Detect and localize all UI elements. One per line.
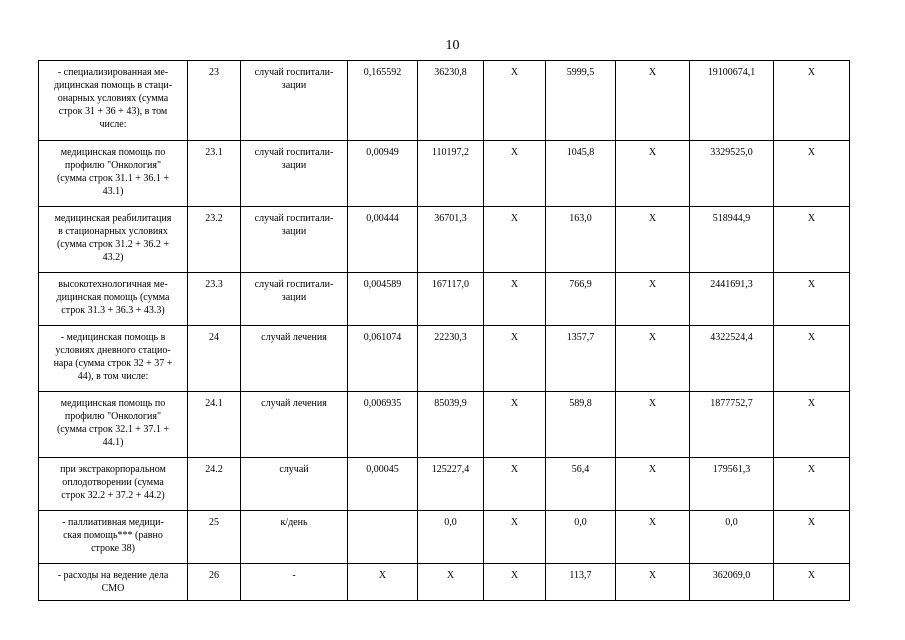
cell-col5: 36701,3 xyxy=(418,207,484,273)
table-row xyxy=(39,564,850,601)
cell-col10: Х xyxy=(774,207,850,273)
cell-col6: Х xyxy=(484,141,546,207)
table-row xyxy=(39,458,850,511)
cell-col6: Х xyxy=(484,458,546,511)
cell-col5: 0,0 xyxy=(418,511,484,564)
row-label: медицинская реабилитация в стационарных условиях (сумма строк 31.2 + 36.2 + 43.2) xyxy=(39,207,188,273)
cell-col8: Х xyxy=(616,511,690,564)
row-label: - паллиативная медици- ская помощь*** (равно строке 38) xyxy=(39,511,188,564)
row-unit: - xyxy=(241,564,348,601)
cell-col10: Х xyxy=(774,326,850,392)
cell-col8: Х xyxy=(616,273,690,326)
cell-col6: Х xyxy=(484,273,546,326)
row-code: 23 xyxy=(188,61,241,141)
cell-col9: 19100674,1 xyxy=(690,61,774,141)
row-label: высокотехнологичная ме- дицинская помощь (сумма строк 31.3 + 36.3 + 43.3) xyxy=(39,273,188,326)
cell-col8: Х xyxy=(616,326,690,392)
cell-col10: Х xyxy=(774,273,850,326)
cell-col10: Х xyxy=(774,458,850,511)
table-row xyxy=(39,392,850,458)
cell-col8: Х xyxy=(616,458,690,511)
cell-col10: Х xyxy=(774,61,850,141)
cell-col8: Х xyxy=(616,61,690,141)
cell-col7: 5999,5 xyxy=(546,61,616,141)
data-table xyxy=(38,60,850,601)
cell-col7: 589,8 xyxy=(546,392,616,458)
row-code: 23.3 xyxy=(188,273,241,326)
row-unit: случай xyxy=(241,458,348,511)
cell-col10: Х xyxy=(774,392,850,458)
cell-col4: 0,061074 xyxy=(348,326,418,392)
cell-col4: 0,00444 xyxy=(348,207,418,273)
cell-col8: Х xyxy=(616,564,690,601)
cell-col5: 36230,8 xyxy=(418,61,484,141)
cell-col4: 0,00949 xyxy=(348,141,418,207)
cell-col6: Х xyxy=(484,61,546,141)
cell-col5: 85039,9 xyxy=(418,392,484,458)
row-unit: случай госпитали- зации xyxy=(241,273,348,326)
cell-col7: 0,0 xyxy=(546,511,616,564)
cell-col5: 125227,4 xyxy=(418,458,484,511)
cell-col10: Х xyxy=(774,564,850,601)
cell-col6: Х xyxy=(484,392,546,458)
row-unit: случай лечения xyxy=(241,326,348,392)
row-unit: случай госпитали- зации xyxy=(241,141,348,207)
row-label: медицинская помощь по профилю "Онкология" (сумма строк 31.1 + 36.1 + 43.1) xyxy=(39,141,188,207)
cell-col4: 0,165592 xyxy=(348,61,418,141)
row-code: 26 xyxy=(188,564,241,601)
cell-col7: 56,4 xyxy=(546,458,616,511)
cell-col6: Х xyxy=(484,511,546,564)
table-row xyxy=(39,326,850,392)
table-row xyxy=(39,511,850,564)
cell-col9: 362069,0 xyxy=(690,564,774,601)
cell-col7: 1045,8 xyxy=(546,141,616,207)
row-code: 25 xyxy=(188,511,241,564)
row-code: 24 xyxy=(188,326,241,392)
table-row xyxy=(39,61,850,141)
cell-col8: Х xyxy=(616,141,690,207)
cell-col5: 22230,3 xyxy=(418,326,484,392)
table-row xyxy=(39,273,850,326)
row-code: 23.1 xyxy=(188,141,241,207)
row-code: 24.2 xyxy=(188,458,241,511)
cell-col7: 766,9 xyxy=(546,273,616,326)
row-code: 24.1 xyxy=(188,392,241,458)
cell-col4: Х xyxy=(348,564,418,601)
cell-col9: 3329525,0 xyxy=(690,141,774,207)
cell-col6: Х xyxy=(484,564,546,601)
cell-col4: 0,00045 xyxy=(348,458,418,511)
cell-col9: 1877752,7 xyxy=(690,392,774,458)
cell-col4: 0,004589 xyxy=(348,273,418,326)
cell-col9: 179561,3 xyxy=(690,458,774,511)
cell-col6: Х xyxy=(484,326,546,392)
cell-col4: 0,006935 xyxy=(348,392,418,458)
row-label: при экстракорпоральном оплодотворении (сумма строк 32.2 + 37.2 + 44.2) xyxy=(39,458,188,511)
cell-col9: 0,0 xyxy=(690,511,774,564)
cell-col8: Х xyxy=(616,207,690,273)
row-unit: случай лечения xyxy=(241,392,348,458)
row-unit: к/день xyxy=(241,511,348,564)
cell-col5: 110197,2 xyxy=(418,141,484,207)
row-label: медицинская помощь по профилю "Онкология" (сумма строк 32.1 + 37.1 + 44.1) xyxy=(39,392,188,458)
cell-col5: Х xyxy=(418,564,484,601)
cell-col7: 113,7 xyxy=(546,564,616,601)
cell-col10: Х xyxy=(774,141,850,207)
cell-col6: Х xyxy=(484,207,546,273)
table-row xyxy=(39,141,850,207)
row-unit: случай госпитали- зации xyxy=(241,207,348,273)
cell-col9: 4322524,4 xyxy=(690,326,774,392)
cell-col4 xyxy=(348,511,418,564)
table-row xyxy=(39,207,850,273)
row-label: - расходы на ведение дела СМО xyxy=(39,564,188,601)
cell-col10: Х xyxy=(774,511,850,564)
page-number: 10 xyxy=(445,38,460,53)
row-label: - медицинская помощь в условиях дневного стацио- нара (сумма строк 32 + 37 + 44), в том числе: xyxy=(39,326,188,392)
cell-col8: Х xyxy=(616,392,690,458)
cell-col7: 1357,7 xyxy=(546,326,616,392)
row-unit: случай госпитали- зации xyxy=(241,61,348,141)
cell-col9: 2441691,3 xyxy=(690,273,774,326)
cell-col5: 167117,0 xyxy=(418,273,484,326)
cell-col9: 518944,9 xyxy=(690,207,774,273)
row-code: 23.2 xyxy=(188,207,241,273)
cell-col7: 163,0 xyxy=(546,207,616,273)
row-label: - специализированная ме- дицинская помощь в стаци- онарных условиях (сумма строк 31 + 36 + 43), в том числе: xyxy=(39,61,188,141)
